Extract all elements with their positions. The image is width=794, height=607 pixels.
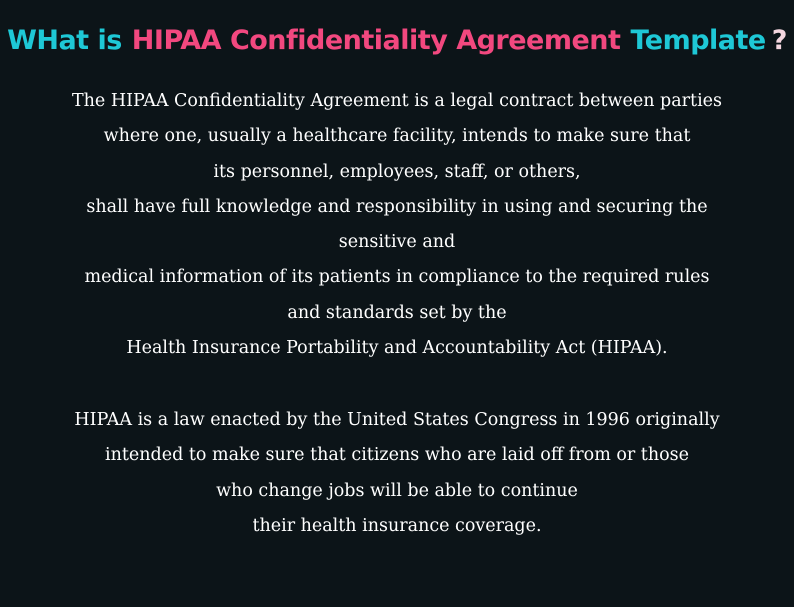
- title-part-what-is: WHat is: [7, 25, 122, 56]
- paragraph-line: Health Insurance Portability and Accountability Act (HIPAA).: [126, 338, 668, 359]
- paragraph-line: and standards set by the: [287, 302, 507, 323]
- title-part-template: Template: [630, 25, 766, 56]
- paragraph-line: intended to make sure that citizens who are laid off from or those: [105, 445, 689, 466]
- paragraph-line: sensitive and: [338, 232, 456, 253]
- title-part-agreement-name: HIPAA Confidentiality Agreement: [131, 25, 621, 56]
- title-question-mark: ?: [771, 25, 787, 56]
- paragraph-line: The HIPAA Confidentiality Agreement is a legal contract between parties: [71, 91, 723, 111]
- paragraph-history: [20, 403, 774, 544]
- page-title: [0, 22, 794, 60]
- paragraph-definition: [20, 84, 774, 366]
- paragraph-line: who change jobs will be able to continue: [216, 480, 578, 501]
- paragraph-line: their health insurance coverage.: [252, 515, 542, 536]
- paragraph-line: shall have full knowledge and responsibility in using and securing the: [86, 196, 708, 217]
- paragraph-line: HIPAA is a law enacted by the United States Congress in 1996 originally: [74, 410, 720, 430]
- paragraph-line: its personnel, employees, staff, or others,: [213, 161, 581, 182]
- paragraph-line: medical information of its patients in compliance to the required rules: [84, 267, 710, 288]
- paragraph-line: where one, usually a healthcare facility, intends to make sure that: [103, 126, 691, 147]
